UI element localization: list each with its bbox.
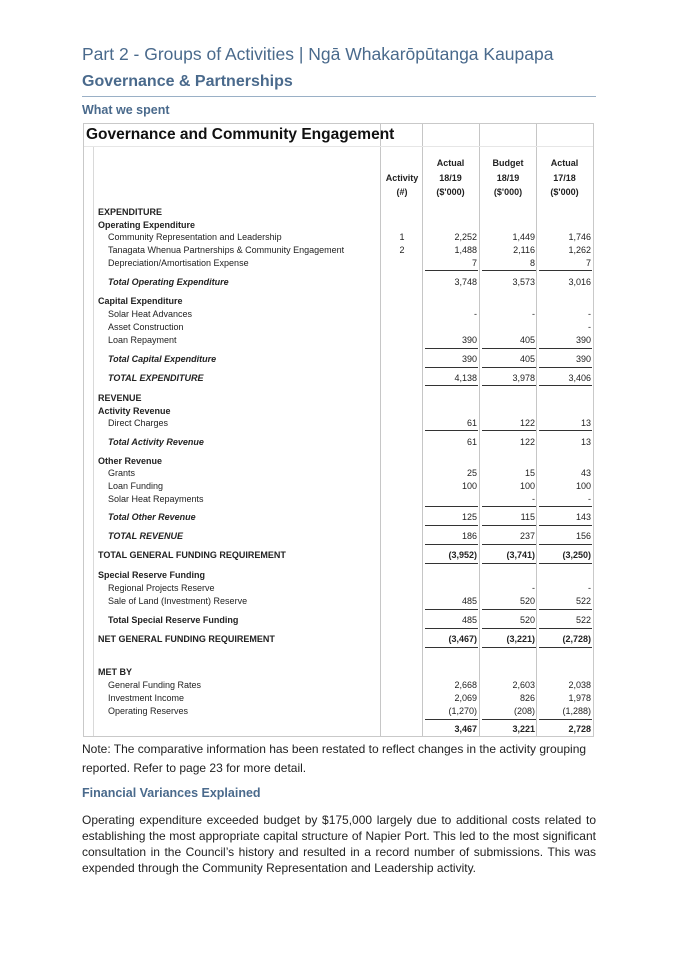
table-row — [84, 511, 593, 524]
cell-actual-1718: 1,978 — [568, 693, 591, 703]
cell-actual-1819: 485 — [461, 615, 477, 625]
header-year: 18/19 — [439, 173, 462, 183]
table-row — [84, 467, 593, 480]
header-activity-unit: (#) — [396, 187, 408, 197]
header-unit: ($'000) — [493, 187, 523, 197]
cell-actual-1819: 100 — [461, 481, 477, 491]
subtotal-underline — [425, 506, 478, 507]
table-row — [84, 206, 593, 219]
row-activity: 2 — [399, 245, 405, 255]
subtotal-underline — [539, 525, 592, 526]
table-row — [84, 595, 593, 608]
cell-budget-1819: 2,603 — [512, 680, 535, 690]
cell-actual-1819: (3,467) — [448, 634, 477, 644]
cell-actual-1819: 390 — [461, 335, 477, 345]
row-label: REVENUE — [98, 393, 142, 403]
cell-budget-1819: 826 — [519, 693, 535, 703]
table-row — [84, 679, 593, 692]
cell-actual-1718: 100 — [575, 481, 591, 491]
cell-budget-1819: (3,221) — [506, 634, 535, 644]
table-row — [84, 372, 593, 385]
subtotal-underline — [482, 506, 536, 507]
subtotal-underline — [425, 609, 478, 610]
header-unit: ($'000) — [436, 187, 465, 197]
cell-actual-1718: 3,016 — [568, 277, 591, 287]
total-underline — [539, 628, 592, 629]
subtotal-underline — [539, 609, 592, 610]
subtotal-underline — [482, 270, 536, 271]
total-underline — [425, 385, 478, 386]
row-label: Capital Expenditure — [98, 296, 183, 306]
cell-actual-1718: (2,728) — [562, 634, 591, 644]
subtotal-underline — [539, 430, 592, 431]
cell-actual-1718: (1,288) — [562, 706, 591, 716]
grid-line — [84, 146, 593, 147]
row-label: Tanagata Whenua Partnerships & Community Engagement — [108, 245, 345, 255]
cell-actual-1718: - — [588, 494, 591, 504]
row-label: TOTAL EXPENDITURE — [108, 373, 204, 383]
total-underline — [539, 544, 592, 545]
cell-actual-1718: 522 — [575, 615, 591, 625]
cell-actual-1819: 2,668 — [454, 680, 477, 690]
header-year: 18/19 — [496, 173, 520, 183]
cell-budget-1819: 122 — [519, 418, 535, 428]
cell-actual-1718: 2,038 — [568, 680, 591, 690]
cell-actual-1718: 2,728 — [568, 724, 591, 734]
cell-budget-1819: 2,116 — [513, 245, 535, 255]
subtotal-underline — [539, 270, 592, 271]
subtotal-underline — [539, 506, 592, 507]
cell-actual-1819: 3,467 — [454, 724, 477, 734]
cell-budget-1819: 115 — [520, 512, 535, 522]
cell-budget-1819: 237 — [519, 531, 535, 541]
subtotal-underline — [425, 525, 478, 526]
header-budget-1819: Budget — [492, 158, 524, 168]
subtotal-underline — [425, 348, 478, 349]
cell-actual-1819: 2,069 — [454, 693, 477, 703]
row-label: Sale of Land (Investment) Reserve — [108, 596, 248, 606]
row-label: Operating Reserves — [108, 706, 189, 716]
header-row — [84, 157, 593, 170]
row-label: Solar Heat Repayments — [108, 494, 204, 504]
cell-actual-1819: 61 — [466, 437, 477, 447]
total-underline — [482, 385, 536, 386]
cell-actual-1718: - — [588, 322, 591, 332]
subtotal-underline — [482, 525, 536, 526]
cell-actual-1718: (3,250) — [562, 550, 591, 560]
row-label: Activity Revenue — [98, 406, 171, 416]
subtotal-underline — [482, 367, 536, 368]
table-row — [84, 392, 593, 405]
total-underline — [425, 647, 478, 648]
financial-variances-text: Operating expenditure exceeded budget by $175,000 largely due to additional costs related to establishing the most appropriate capital structure of Napier Port. This led to the most significant consultation in the Council’s history and resulted in a record number of submissions. This was expended through the Community Representation and Leadership activity. — [82, 813, 596, 875]
table-row — [84, 231, 593, 244]
table-row — [84, 276, 593, 289]
table-row — [84, 582, 593, 595]
cell-actual-1819: 485 — [461, 596, 477, 606]
cell-budget-1819: (208) — [513, 706, 535, 716]
header-row — [84, 172, 593, 185]
cell-budget-1819: - — [532, 583, 535, 593]
subtotal-underline — [482, 430, 536, 431]
row-label: Direct Charges — [108, 418, 169, 428]
total-underline — [482, 647, 536, 648]
cell-actual-1819: 1,488 — [454, 245, 477, 255]
total-underline — [482, 628, 536, 629]
row-label: Asset Construction — [108, 322, 184, 332]
cell-budget-1819: 3,573 — [512, 277, 535, 287]
total-underline — [425, 628, 478, 629]
what-we-spent-heading: What we spent — [82, 103, 170, 117]
row-label: Total Capital Expenditure — [108, 354, 217, 364]
subtotal-underline — [425, 430, 478, 431]
section-title: Governance & Partnerships — [82, 73, 293, 90]
cell-budget-1819: 405 — [519, 335, 535, 345]
cell-actual-1819: 125 — [461, 512, 477, 522]
total-underline — [539, 647, 592, 648]
row-label: Investment Income — [108, 693, 185, 703]
row-label: EXPENDITURE — [98, 207, 163, 217]
cell-actual-1718: 1,746 — [568, 232, 591, 242]
financial-variances-heading: Financial Variances Explained — [82, 786, 261, 800]
cell-actual-1718: - — [588, 583, 591, 593]
cell-budget-1819: 3,978 — [512, 373, 535, 383]
header-actual-1718: Actual — [550, 158, 579, 168]
table-row — [84, 353, 593, 366]
cell-actual-1718: 3,406 — [568, 373, 591, 383]
row-label: TOTAL REVENUE — [108, 531, 184, 541]
cell-actual-1718: 522 — [575, 596, 591, 606]
row-label: TOTAL GENERAL FUNDING REQUIREMENT — [98, 550, 286, 560]
table-row — [84, 436, 593, 449]
table-row — [84, 334, 593, 347]
table-row — [84, 530, 593, 543]
cell-actual-1718: 1,262 — [568, 245, 591, 255]
header-unit: ($'000) — [550, 187, 579, 197]
table-row — [84, 480, 593, 493]
cell-actual-1819: 4,138 — [454, 373, 477, 383]
table-row — [84, 692, 593, 705]
cell-actual-1718: 13 — [580, 418, 591, 428]
part-title: Part 2 - Groups of Activities | Ngā Whakarōpūtanga Kaupapa — [82, 44, 554, 64]
cell-actual-1718: 156 — [575, 531, 591, 541]
total-underline — [539, 385, 592, 386]
subtotal-underline — [539, 348, 592, 349]
row-label: Community Representation and Leadership — [108, 232, 282, 242]
subtotal-underline — [539, 367, 592, 368]
table-row — [84, 666, 593, 679]
row-label: Total Special Reserve Funding — [108, 615, 239, 625]
restatement-note: Note: The comparative information has been restated to reflect changes in the activity grouping reported. Refer to page 23 for more detail. — [82, 742, 587, 775]
table-row — [84, 295, 593, 308]
cell-actual-1819: 3,748 — [454, 277, 477, 287]
cell-budget-1819: 405 — [519, 354, 535, 364]
cell-budget-1819: 520 — [519, 615, 535, 625]
row-label: Grants — [108, 468, 136, 478]
cell-budget-1819: 520 — [519, 596, 535, 606]
cell-budget-1819: 1,449 — [512, 232, 535, 242]
cell-budget-1819: 100 — [519, 481, 535, 491]
table-row — [84, 308, 593, 321]
financial-table — [83, 123, 594, 737]
cell-budget-1819: - — [532, 309, 535, 319]
cell-actual-1718: 13 — [580, 437, 591, 447]
cell-actual-1718: 390 — [575, 354, 591, 364]
cell-budget-1819: - — [532, 494, 535, 504]
header-year: 17/18 — [553, 173, 576, 183]
row-label: Operating Expenditure — [98, 220, 196, 230]
table-row — [84, 569, 593, 582]
header-activity: Activity — [385, 173, 419, 183]
cell-actual-1819: (1,270) — [448, 706, 477, 716]
row-label: Total Activity Revenue — [108, 437, 204, 447]
row-label: General Funding Rates — [108, 680, 202, 690]
cell-actual-1819: 7 — [471, 258, 477, 268]
table-title: Governance and Community Engagement — [86, 126, 395, 143]
table-row — [84, 614, 593, 627]
row-label: Total Other Revenue — [108, 512, 196, 522]
subtotal-underline — [482, 719, 536, 720]
row-label: Special Reserve Funding — [98, 570, 206, 580]
table-row — [84, 493, 593, 506]
cell-actual-1718: 43 — [580, 468, 591, 478]
cell-actual-1718: - — [588, 309, 591, 319]
row-label: MET BY — [98, 667, 133, 677]
total-underline — [539, 563, 592, 564]
subtotal-underline — [425, 719, 478, 720]
cell-budget-1819: (3,741) — [506, 550, 535, 560]
cell-budget-1819: 15 — [524, 468, 535, 478]
table-row — [84, 723, 593, 736]
cell-actual-1718: 390 — [575, 335, 591, 345]
row-label: Regional Projects Reserve — [108, 583, 215, 593]
row-label: Loan Repayment — [108, 335, 177, 345]
cell-actual-1819: (3,952) — [448, 550, 477, 560]
table-row — [84, 321, 593, 334]
table-row — [84, 705, 593, 718]
total-underline — [425, 563, 478, 564]
table-row — [84, 633, 593, 646]
row-label: Total Operating Expenditure — [108, 277, 229, 287]
total-underline — [482, 563, 536, 564]
cell-actual-1819: 186 — [461, 531, 477, 541]
table-row — [84, 417, 593, 430]
subtotal-underline — [425, 270, 478, 271]
subtotal-underline — [425, 367, 478, 368]
cell-actual-1718: 7 — [585, 258, 591, 268]
subtotal-underline — [539, 719, 592, 720]
cell-actual-1718: 143 — [575, 512, 591, 522]
cell-budget-1819: 122 — [519, 437, 535, 447]
row-activity: 1 — [399, 232, 405, 242]
table-row — [84, 549, 593, 562]
total-underline — [425, 544, 478, 545]
cell-budget-1819: 3,221 — [512, 724, 535, 734]
cell-budget-1819: 8 — [529, 258, 535, 268]
cell-actual-1819: 390 — [461, 354, 477, 364]
cell-actual-1819: 25 — [466, 468, 477, 478]
row-label: Solar Heat Advances — [108, 309, 193, 319]
subtotal-underline — [482, 348, 536, 349]
title-rule — [82, 96, 596, 97]
cell-actual-1819: 2,252 — [454, 232, 477, 242]
header-actual-1819: Actual — [436, 158, 465, 168]
table-row — [84, 244, 593, 257]
cell-actual-1819: - — [474, 309, 477, 319]
row-label: Other Revenue — [98, 456, 163, 466]
row-label: Loan Funding — [108, 481, 164, 491]
row-label: NET GENERAL FUNDING REQUIREMENT — [98, 634, 275, 644]
cell-actual-1819: 61 — [466, 418, 477, 428]
table-row — [84, 257, 593, 270]
total-underline — [482, 544, 536, 545]
subtotal-underline — [482, 609, 536, 610]
header-row — [84, 186, 593, 199]
row-label: Depreciation/Amortisation Expense — [108, 258, 249, 268]
